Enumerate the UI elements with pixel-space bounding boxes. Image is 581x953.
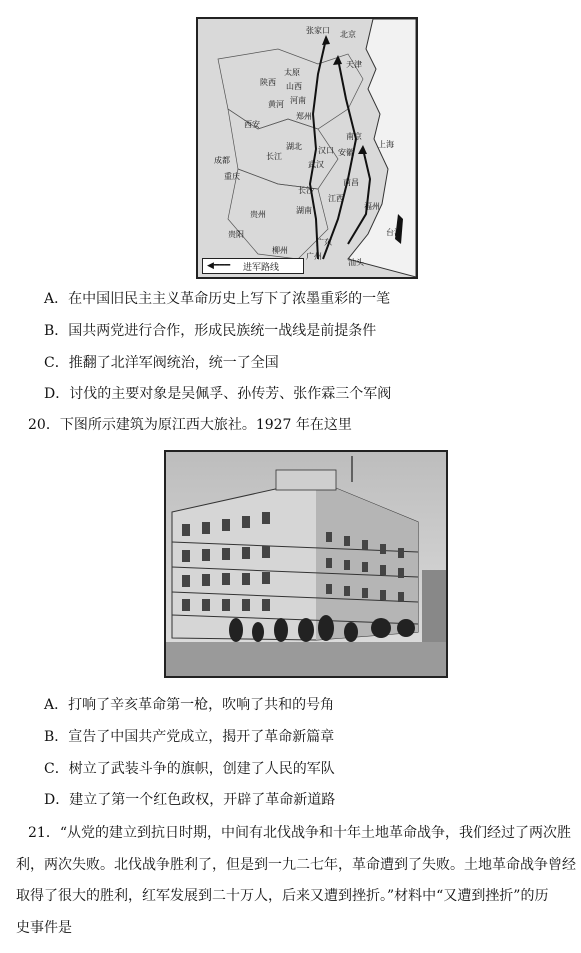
q20-option-b: B．宣告了中国共产党成立，揭开了革命新篇章 xyxy=(44,729,335,745)
map-label: 广东 xyxy=(316,238,332,247)
building-drawing xyxy=(166,452,446,676)
q21-line-4: 史事件是 xyxy=(16,920,72,936)
map-label: 安徽 xyxy=(338,148,354,157)
map-label: 柳州 xyxy=(272,246,288,255)
map-label: 上海 xyxy=(378,140,394,149)
q20-option-d: D．建立了第一个红色政权，开辟了革命新道路 xyxy=(44,792,336,808)
map-label: 天津 xyxy=(346,60,362,69)
q21-line-1: 21．“从党的建立到抗日时期，中间有北伐战争和十年土地革命战争，我们经过了两次胜 xyxy=(28,825,571,841)
map-label: 汉口 xyxy=(318,146,334,155)
map-label: 太原 xyxy=(284,68,300,77)
q19-option-c: C．推翻了北洋军阀统治，统一了全国 xyxy=(44,355,279,371)
map-label: 陕西 xyxy=(260,78,276,87)
map-label: 北京 xyxy=(340,30,356,39)
northern-expedition-map xyxy=(196,17,418,279)
map-label: 长江 xyxy=(266,152,282,161)
q20-option-a: A．打响了辛亥革命第一枪，吹响了共和的号角 xyxy=(44,697,335,713)
map-label: 台湾 xyxy=(386,228,402,237)
map-label: 长沙 xyxy=(298,186,314,195)
q21-line-3: 取得了很大的胜利，红军发展到二十万人，后来又遭到挫折。”材料中“又遭到挫折”的历 xyxy=(16,888,549,904)
q21-line-2: 利，两次失败。北伐战争胜利了，但是到一九二七年，革命遭到了失败。土地革命战争曾经 xyxy=(16,857,576,873)
q19-option-b: B．国共两党进行合作，形成民族统一战线是前提条件 xyxy=(44,323,377,339)
map-legend xyxy=(202,258,304,274)
map-label: 广州 xyxy=(306,252,322,261)
arrow-left-icon: ◀━━━ xyxy=(207,261,231,271)
map-label: 河南 xyxy=(290,96,306,105)
map-label: 重庆 xyxy=(224,172,240,181)
map-label: 湖北 xyxy=(286,142,302,151)
map-label: 张家口 xyxy=(306,26,330,35)
map-label: 黄河 xyxy=(268,100,284,109)
map-label: 福州 xyxy=(364,202,380,211)
q20-option-c: C．树立了武装斗争的旗帜，创建了人民的军队 xyxy=(44,761,335,777)
jiangxi-hotel-photo xyxy=(164,450,448,678)
q19-option-d: D．讨伐的主要对象是吴佩孚、孙传芳、张作霖三个军阀 xyxy=(44,386,392,402)
map-label: 西安 xyxy=(244,120,260,129)
map-label: 郑州 xyxy=(296,112,312,121)
q19-option-a: A．在中国旧民主主义革命历史上写下了浓墨重彩的一笔 xyxy=(44,291,391,307)
map-label: 贵州 xyxy=(250,210,266,219)
map-label: 南京 xyxy=(346,132,362,141)
map-label: 武汉 xyxy=(308,160,324,169)
map-label: 江西 xyxy=(328,194,344,203)
map-label: 山西 xyxy=(286,82,302,91)
map-label: 南昌 xyxy=(343,178,359,187)
map-label: 成都 xyxy=(214,156,230,165)
q20-stem: 20．下图所示建筑为原江西大旅社。1927 年在这里 xyxy=(28,417,352,433)
map-label: 贵阳 xyxy=(228,230,244,239)
legend-label: 进军路线 xyxy=(243,263,280,273)
map-label: 湖南 xyxy=(296,206,312,215)
map-label: 汕头 xyxy=(348,258,364,267)
